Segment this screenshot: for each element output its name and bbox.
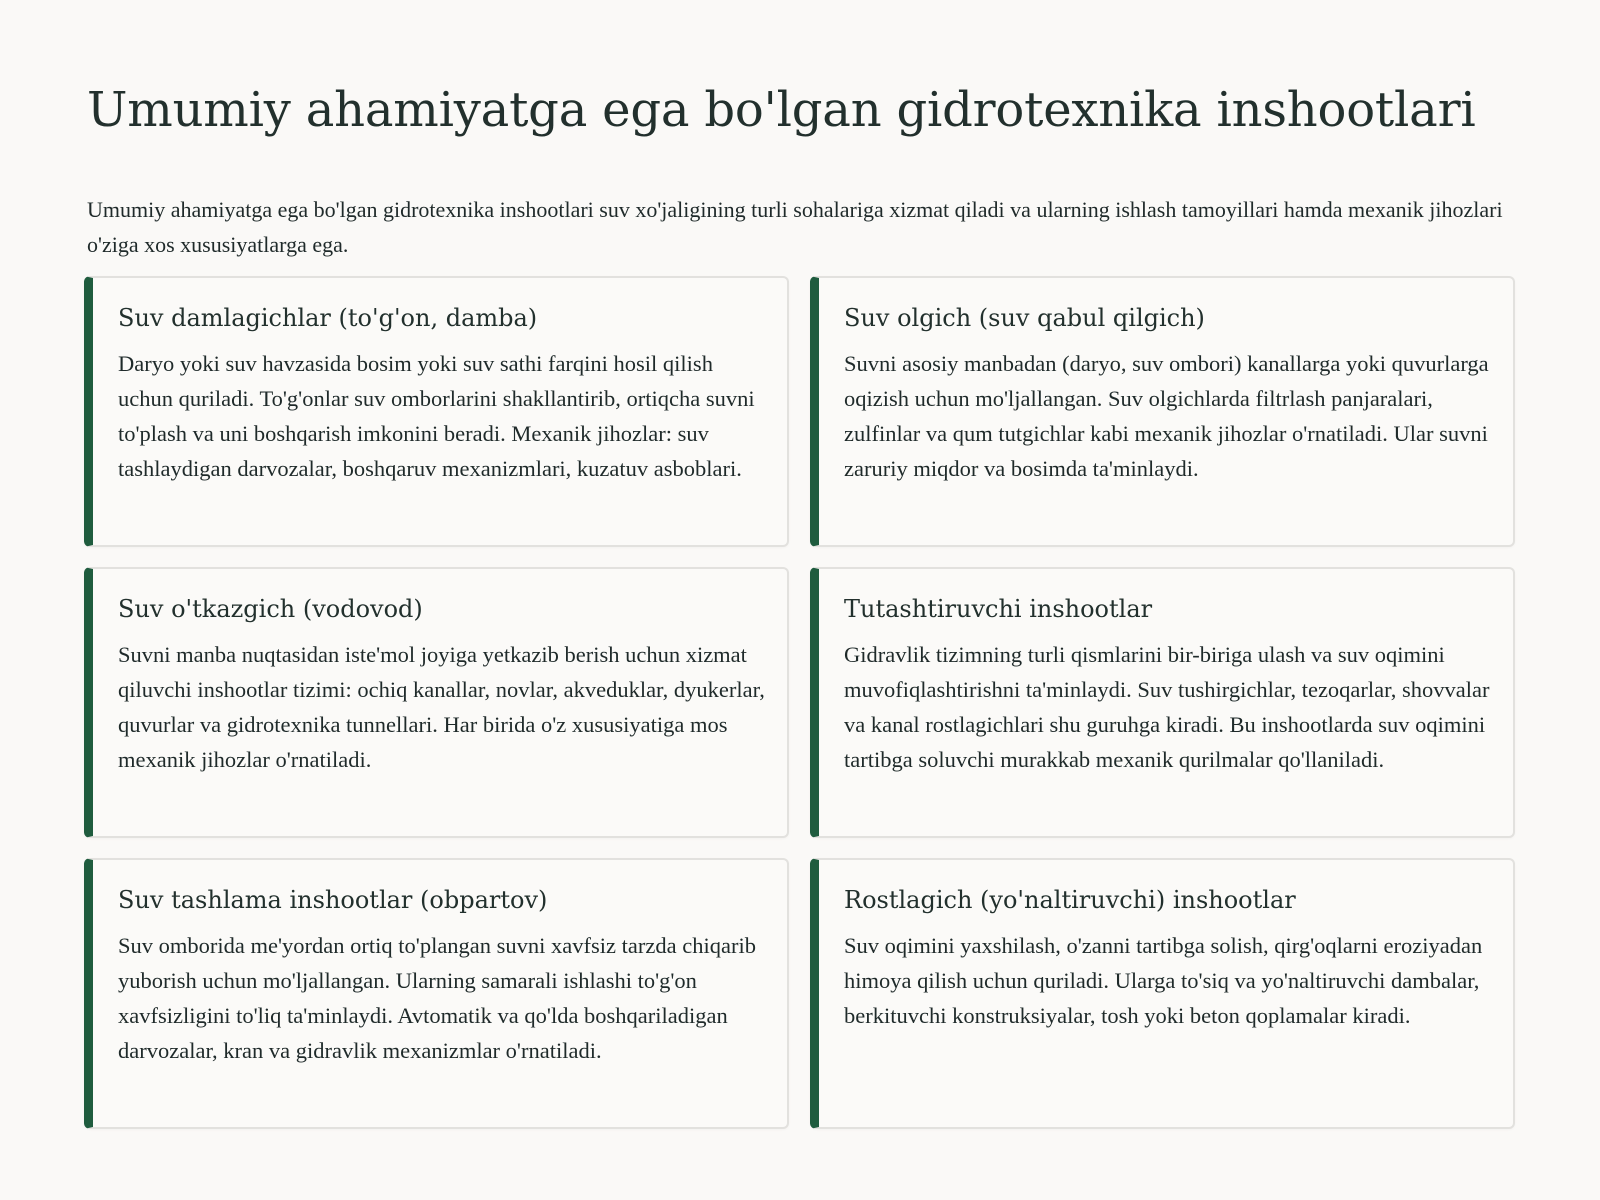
card-text: Suv omborida me'yordan ortiq to'plangan suvni xavfsiz tarzda chiqarib yuborish uchun mo'ljallangan. Ularning samarali ishlashi to'g'on xavfsizligini to'liq ta'minlaydi. Avtomatik va qo'lda boshqariladigan darvozalar, kran va gidravlik mexanizmlar o'rnatiladi. xyxy=(118,933,756,1063)
intro-paragraph: Umumiy ahamiyatga ega bo'lgan gidrotexnika inshootlari suv xo'jaligining turli sohalariga xizmat qiladi va ularning ishlash tamoyillari hamda mexanik jihozlari o'ziga xos xususiyatlarga ega. xyxy=(87,197,1503,257)
card-rostlagich-inshootlar xyxy=(810,858,1515,1129)
card-text: Suvni manba nuqtasidan iste'mol joyiga yetkazib berish uchun xizmat qiluvchi inshootlar tizimi: ochiq kanallar, novlar, akveduklar, dyukerlar, quvurlar va gidrotexnika tunnellari. Har birida o'z xususiyatiga mos mexanik jihozlar o'rnatiladi. xyxy=(118,642,765,772)
cards-grid xyxy=(84,276,1515,1129)
card-tutashtiruvchi-inshootlar xyxy=(810,567,1515,838)
card-text: Daryo yoki suv havzasida bosim yoki suv sathi farqini hosil qilish uchun quriladi. To'g'onlar suv omborlarini shakllantirib, ortiqcha suvni to'plash va uni boshqarish imkonini beradi. Mexanik jihozlar: suv tashlaydigan darvozalar, boshqaruv mexanizmlari, kuzatuv asboblari. xyxy=(118,351,755,481)
card-text: Suvni asosiy manbadan (daryo, suv ombori) kanallarga yoki quvurlarga oqizish uchun mo'ljallangan. Suv olgichlarda filtrlash panjaralari, zulfinlar va qum tutgichlar kabi mexanik jihozlar o'rnatiladi. Ular suvni zaruriy miqdor va bosimda ta'minlaydi. xyxy=(844,351,1489,481)
card-suv-damlagichlar xyxy=(84,276,789,547)
card-title: Suv damlagichlar (to'g'on, damba) xyxy=(118,304,538,332)
card-title: Suv o'tkazgich (vodovod) xyxy=(118,595,423,623)
card-suv-olgich xyxy=(810,276,1515,547)
card-text: Gidravlik tizimning turli qismlarini bir-biriga ulash va suv oqimini muvofiqlashtirishni ta'minlaydi. Suv tushirgichlar, tezoqarlar, shovvalar va kanal rostlagichlari shu guruhga kiradi. Bu inshootlarda suv oqimini tartibga soluvchi murakkab mexanik qurilmalar qo'llaniladi. xyxy=(844,642,1490,772)
card-title: Tutashtiruvchi inshootlar xyxy=(844,595,1153,623)
page-title: Umumiy ahamiyatga ega bo'lgan gidrotexnika inshootlari xyxy=(87,82,1476,138)
card-title: Rostlagich (yo'naltiruvchi) inshootlar xyxy=(844,886,1296,914)
card-title: Suv tashlama inshootlar (obpartov) xyxy=(118,886,548,914)
card-suv-tashlama-inshootlar xyxy=(84,858,789,1129)
card-title: Suv olgich (suv qabul qilgich) xyxy=(844,304,1205,332)
card-suv-otkazgich xyxy=(84,567,789,838)
card-text: Suv oqimini yaxshilash, o'zanni tartibga solish, qirg'oqlarni eroziyadan himoya qilish uchun quriladi. Ularga to'siq va yo'naltiruvchi dambalar, berkituvchi konstruksiyalar, tosh yoki beton qoplamalar kiradi. xyxy=(844,933,1483,1028)
